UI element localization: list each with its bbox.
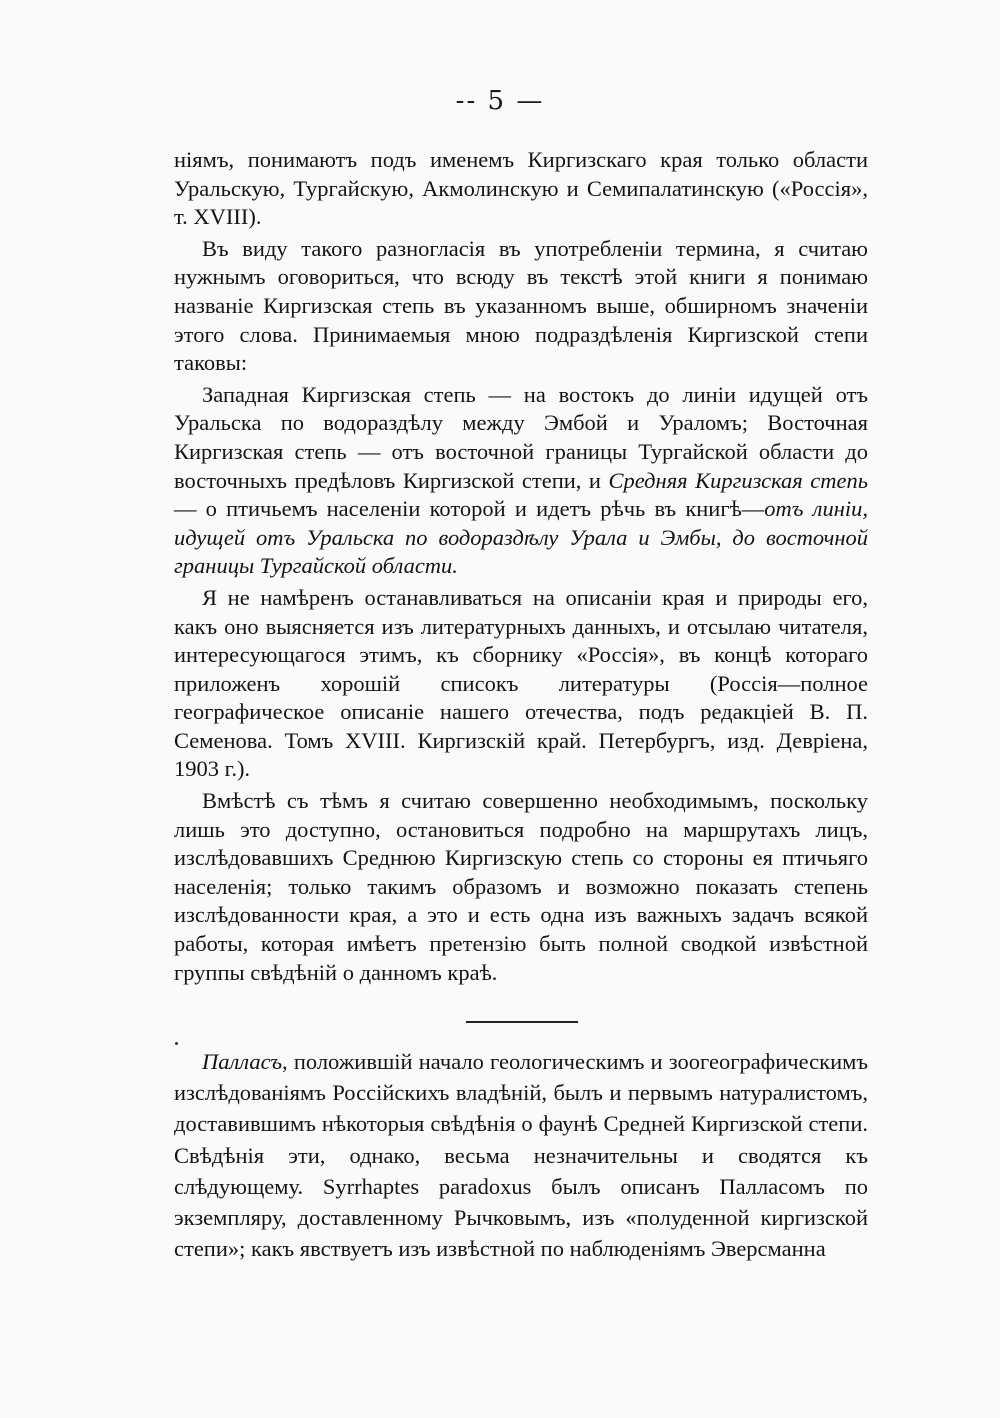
paragraph-3-part-c: — о птичьемъ населеніи которой и идетъ рѣчь въ книгѣ— [174,496,765,522]
paragraph-3-italic-definition: отъ линіи, идущей отъ Уральска по водораздѣлу Урала и Эмбы, до восточной границы Тургайской области. [174,496,868,579]
pallas-name: Палласъ [202,1049,283,1074]
section-divider [466,1021,578,1023]
pallas-section [174,1046,868,1264]
main-text [174,146,868,987]
pallas-text: , положившій начало геологическимъ и зоогеографическимъ изслѣдованіямъ Россійскихъ владѣній, былъ и первымъ натуралистомъ, доставившимъ нѣкоторыя свѣдѣнія о фаунѣ Средней Киргизской степи. Свѣдѣнія эти, однако, весьма незначительны и сводятся къ слѣдующему. Syrrhaptes paradoxus былъ описанъ Палласомъ по экземпляру, доставленному Рычковымъ, изъ «полуденной киргизской степи»; какъ явствуетъ изъ извѣстной по наблюденіямъ Эверсманна [174,1049,868,1262]
paragraph-3-part-a: Западная Киргизская степь — на востокъ до линіи идущей отъ Уральска по водораздѣлу между Эмбой и Ураломъ; Восточная Киргизская степь — отъ восточной границы Тургайской области до восточныхъ предѣловъ Киргизской степи, и [174,381,868,493]
paragraph-3 [174,381,868,581]
paragraph-4: Я не намѣренъ останавливаться на описаніи края и природы его, какъ оно выясняется изъ литературныхъ данныхъ, и отсылаю читателя, интересующагося этимъ, къ сборнику «Россія», въ концѣ котораго приложенъ хорошій списокъ литературы (Россія—полное географическое описаніе нашего отечества, подъ редакціей В. П. Семенова. Томъ XVIII. Киргизскій край. Петербургъ, изд. Девріена, 1903 г.). [174,584,868,782]
print-speck [175,1042,178,1045]
paragraph-5: Вмѣстѣ съ тѣмъ я считаю совершенно необходимымъ, поскольку лишь это доступно, остановиться подробно на маршрутахъ лицъ, изслѣдовавшихъ Среднюю Киргизскую степь со стороны ея птичьяго населенія; только такимъ образомъ и возможно показать степень изслѣдованности края, а это и есть одна изъ важныхъ задачъ всякой работы, которая имѣетъ претензію быть полной сводкой извѣстной группы свѣдѣній о данномъ краѣ. [174,788,868,985]
paragraph-1: ніямъ, понимаютъ подъ именемъ Киргизскаго края только области Уральскую, Тургайскую, Акмолинскую и Семипалатинскую («Россія», т. XVIII). [174,147,868,230]
pallas-paragraph [174,1046,868,1264]
paragraph-3-italic-term: Средняя Киргизская степь [608,467,868,493]
paragraph-2: Въ виду такого разногласія въ употребленіи термина, я считаю нужнымъ оговориться, что всюду въ текстѣ этой книги я понимаю названіе Киргизская степь въ указанномъ выше, обширномъ значеніи этого слова. Принимаемыя мною подраздѣленія Киргизской степи таковы: [174,235,868,376]
page-number: -- 5 — [455,86,545,116]
